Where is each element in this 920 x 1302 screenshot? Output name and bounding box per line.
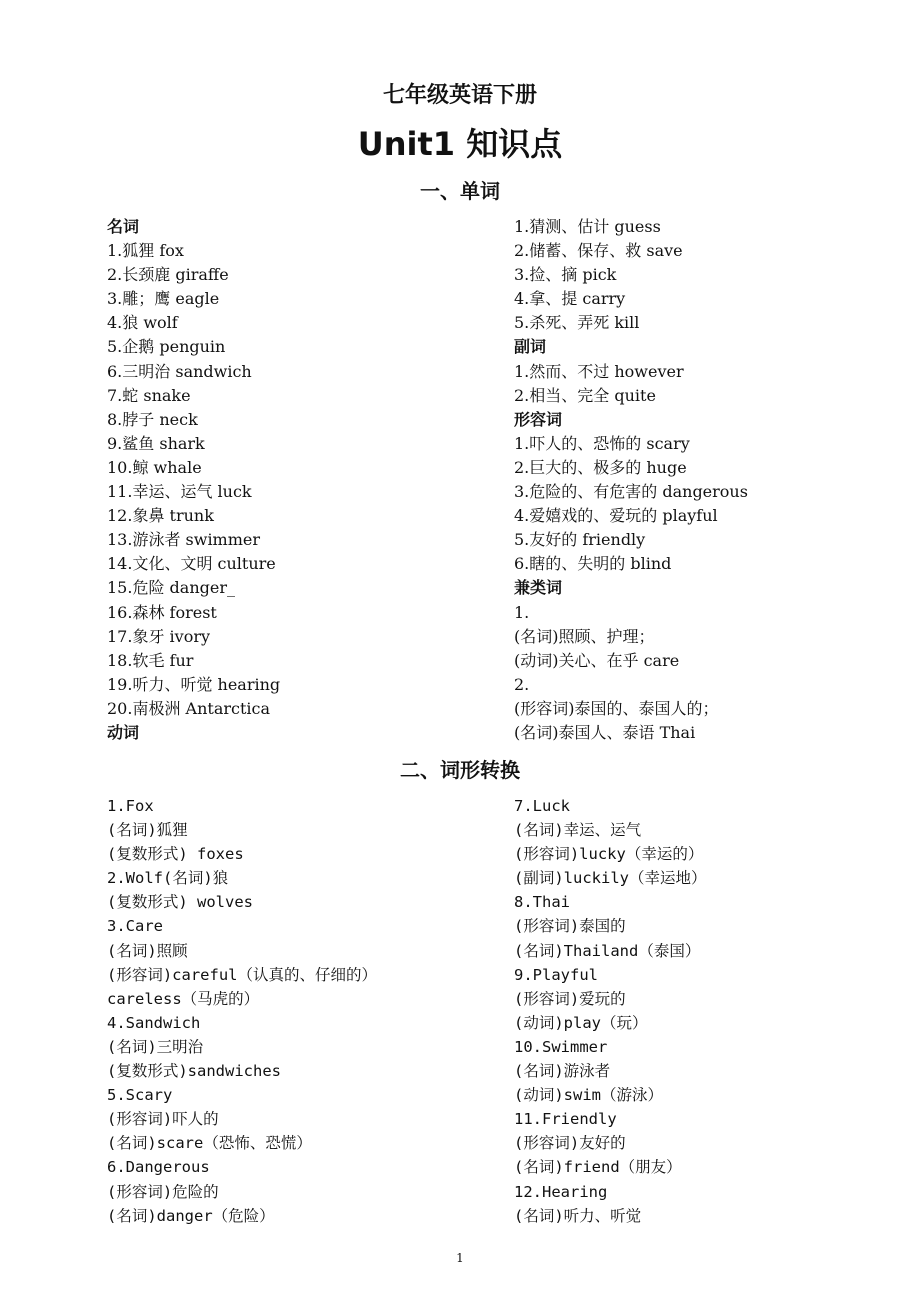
word-form-line: 3.Care [107, 917, 163, 936]
word-form-line: (形容词)careful（认真的、仔细的） [107, 965, 377, 984]
vocab-item: 19.听力、听觉 hearing [107, 674, 281, 694]
word-form-line: (复数形式)sandwiches [107, 1062, 281, 1081]
vocab-item: 5.企鹅 penguin [107, 337, 226, 357]
vocab-item: 8.脖子 neck [107, 409, 198, 429]
word-form-line: (名词)danger（危险） [107, 1206, 275, 1225]
doc-title-grade: 七年级英语下册 [382, 83, 537, 108]
word-form-line: 1.Fox [107, 797, 154, 815]
vocab-item: (动词)关心、在乎 care [514, 650, 680, 670]
word-form-line: 8.Thai [514, 893, 570, 912]
vocab-item: 4.爱嬉戏的、爱玩的 playful [514, 506, 718, 526]
word-form-line: 6.Dangerous [107, 1158, 210, 1177]
word-form-line: (名词)游泳者 [514, 1062, 611, 1081]
vocab-item: 6.三明治 sandwich [107, 361, 252, 381]
vocab-item: 18.软毛 fur [107, 650, 194, 670]
word-form-line: (动词)play（玩） [514, 1013, 648, 1032]
word-form-line: (名词)Thailand（泰国） [514, 941, 701, 960]
vocab-item: 1.然而、不过 however [514, 361, 684, 381]
word-forms-list-left [107, 794, 507, 1228]
vocab-item: 20.南极洲 Antarctica [107, 698, 271, 718]
word-form-line: careless（马虎的） [107, 989, 260, 1008]
word-form-line: 4.Sandwich [107, 1013, 201, 1032]
vocab-item: 3.危险的、有危害的 dangerous [514, 482, 748, 502]
vocab-item: 6.瞎的、失明的 blind [514, 554, 672, 574]
vocab-item: 2. [514, 674, 530, 694]
word-form-line: 2.Wolf(名词)狼 [107, 869, 229, 888]
vocab-item: 11.幸运、运气 luck [107, 482, 252, 502]
page-number: 1 [456, 1251, 464, 1265]
doc-title-unit: Unit1 知识点 [357, 125, 563, 163]
category-heading: 形容词 [514, 409, 563, 429]
word-form-line: 5.Scary [107, 1086, 173, 1105]
vocab-item: 3.雕；鹰 eagle [107, 289, 220, 309]
vocab-item: 5.杀死、弄死 kill [514, 313, 640, 333]
vocab-item: (名词)泰国人、泰语 Thai [514, 722, 696, 742]
vocab-item: (名词)照顾、护理； [514, 626, 655, 646]
word-forms-list-right [514, 794, 914, 1228]
vocab-item: 1.狐狸 fox [107, 241, 184, 261]
vocab-item: 7.蛇 snake [107, 385, 191, 405]
word-form-line: (名词)scare（恐怖、恐慌） [107, 1134, 312, 1153]
vocab-item: 10.鲸 whale [107, 457, 202, 477]
vocab-item: 13.游泳者 swimmer [107, 530, 261, 550]
vocab-item: 3.捡、摘 pick [514, 265, 617, 285]
vocab-item: 15.危险 danger_ [107, 578, 235, 598]
word-form-line: 7.Luck [514, 797, 570, 815]
word-form-line: (名词)三明治 [107, 1037, 204, 1056]
vocab-item: 14.文化、文明 culture [107, 554, 276, 574]
word-form-line: (动词)swim（游泳） [514, 1086, 663, 1105]
word-form-line: (形容词)泰国的 [514, 917, 626, 936]
vocab-item: 2.巨大的、极多的 huge [514, 457, 687, 477]
vocab-item: 12.象鼻 trunk [107, 506, 214, 526]
vocab-list-right [514, 215, 914, 745]
word-form-line: (形容词)吓人的 [107, 1110, 219, 1129]
vocab-item: 2.长颈鹿 giraffe [107, 265, 229, 285]
word-form-line: 9.Playful [514, 965, 598, 984]
vocab-item: 2.相当、完全 quite [514, 385, 656, 405]
vocab-item: 4.狼 wolf [107, 313, 178, 333]
category-heading: 动词 [107, 722, 140, 742]
word-form-line: (名词)听力、听觉 [514, 1206, 642, 1225]
word-form-line: (形容词)lucky（幸运的） [514, 845, 704, 864]
vocab-list-left [107, 215, 507, 745]
word-form-line: (名词)幸运、运气 [514, 821, 642, 840]
word-form-line: (复数形式) wolves [107, 893, 253, 912]
vocab-item: (形容词)泰国的、泰国人的； [514, 698, 719, 718]
section-heading-words: 一、单词 [420, 179, 500, 203]
vocab-item: 4.拿、提 carry [514, 289, 626, 309]
category-heading: 兼类词 [514, 578, 563, 598]
word-form-line: (复数形式) foxes [107, 845, 244, 864]
vocab-item: 1.猜测、估计 guess [514, 217, 661, 236]
word-form-line: (形容词)友好的 [514, 1134, 626, 1153]
word-form-line: 10.Swimmer [514, 1037, 608, 1056]
word-form-line: (副词)luckily（幸运地） [514, 869, 707, 888]
word-form-line: 12.Hearing [514, 1182, 608, 1201]
vocab-item: 5.友好的 friendly [514, 530, 646, 550]
vocab-item: 9.鲨鱼 shark [107, 433, 205, 453]
category-heading: 名词 [107, 217, 140, 236]
word-form-line: (形容词)危险的 [107, 1182, 219, 1201]
vocab-item: 1. [514, 602, 530, 622]
section-heading-word-forms: 二、词形转换 [400, 758, 520, 782]
word-form-line: (名词)照顾 [107, 941, 188, 960]
vocab-item: 2.储蓄、保存、救 save [514, 241, 683, 261]
word-form-line: (形容词)爱玩的 [514, 989, 626, 1008]
vocab-item: 17.象牙 ivory [107, 626, 211, 646]
vocab-item: 16.森林 forest [107, 602, 217, 622]
category-heading: 副词 [514, 337, 547, 357]
vocab-item: 1.吓人的、恐怖的 scary [514, 433, 690, 453]
word-form-line: 11.Friendly [514, 1110, 617, 1129]
word-form-line: (名词)狐狸 [107, 821, 188, 840]
word-form-line: (名词)friend（朋友） [514, 1158, 682, 1177]
